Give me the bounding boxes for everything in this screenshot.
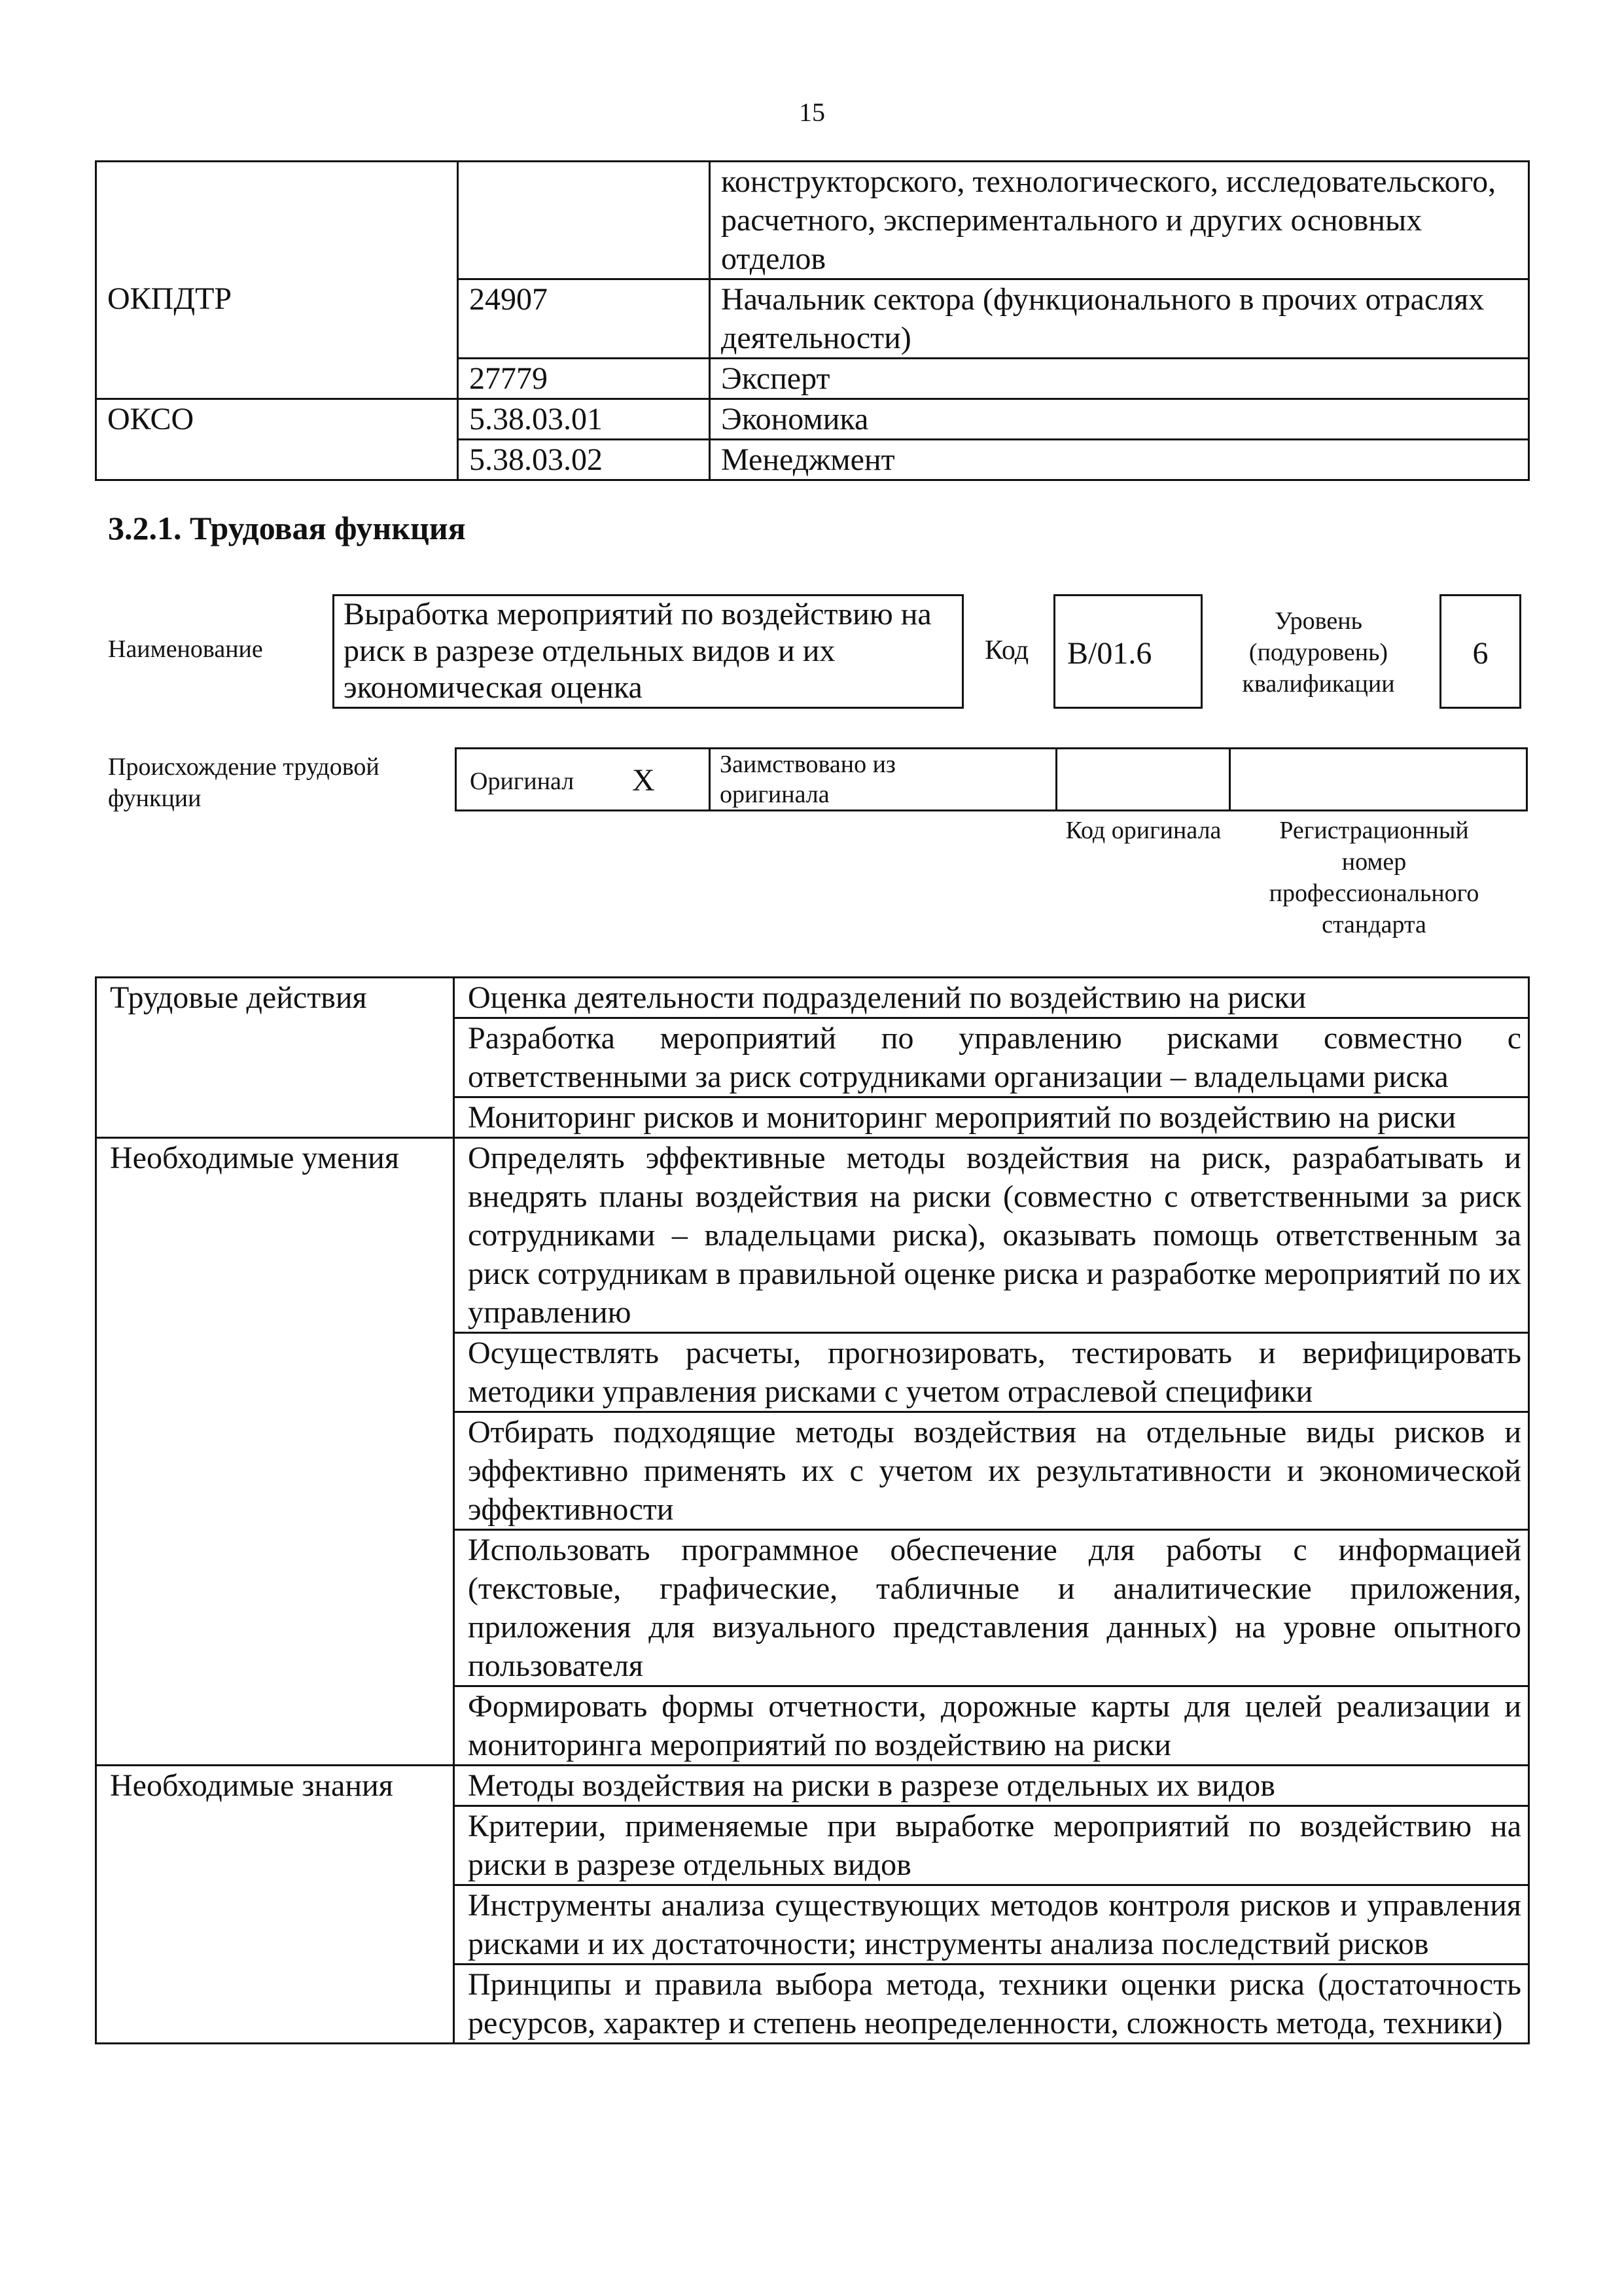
name-label: Наименование <box>108 635 263 663</box>
qualification-level: 6 <box>1472 636 1489 671</box>
page-number: 15 <box>799 98 825 127</box>
borrowed-label: Заимствовано из оригинала <box>720 751 896 808</box>
table-cell: Начальник сектора (функционального в прочих отраслях деятельности) <box>710 279 1529 359</box>
function-code: B/01.6 <box>1067 636 1152 671</box>
table-cell: Эксперт <box>710 359 1529 399</box>
list-item: Осуществлять расчеты, прогнозировать, тестировать и верифицировать методики управления рисками с учетом отраслевой специфики <box>454 1333 1529 1412</box>
table-cell: конструкторского, технологического, исследовательского, расчетного, экспериментального и других основных отделов <box>710 162 1529 279</box>
group-label: Необходимые умения <box>96 1138 454 1766</box>
list-item: Критерии, применяемые при выработке мероприятий по воздействию на риски в разрезе отдельных видов <box>454 1806 1529 1885</box>
list-item: Методы воздействия на риски в разрезе отдельных их видов <box>454 1766 1529 1806</box>
origin-divider <box>709 749 711 809</box>
code-label: Код <box>985 635 1029 666</box>
classifier-table <box>95 160 1530 481</box>
table-cell: 27779 <box>458 359 710 399</box>
table-row <box>96 978 1529 1018</box>
function-name-box <box>332 594 964 709</box>
list-item: Определять эффективные методы воздействия на риск, разрабатывать и внедрять планы воздействия на риски (совместно с ответственными за риск сотрудниками – владельцами риска), оказывать помощь ответственным за риск сотрудникам в правильной оценке риска и разработке мероприятий по их управлению <box>454 1138 1529 1333</box>
table-cell: Менеджмент <box>710 440 1529 480</box>
group-label: Трудовые действия <box>96 978 454 1138</box>
qualification-level-label: Уровень (подуровень) квалификации <box>1242 607 1395 698</box>
origin-label: Происхождение трудовой функции <box>108 753 380 812</box>
table-cell: 24907 <box>458 279 710 359</box>
origin-grid <box>455 747 1528 811</box>
list-item: Использовать программное обеспечение для работы с информацией (текстовые, графические, табличные и аналитические приложения, приложения для визуального представления данных) на уровне опытного пользователя <box>454 1530 1529 1686</box>
table-cell <box>96 359 458 399</box>
original-mark: X <box>632 763 655 798</box>
origin-divider <box>1229 749 1231 809</box>
function-name: Выработка мероприятий по воздействию на риск в разрезе отдельных видов и их экономическая оценка <box>344 597 932 705</box>
section-title: 3.2.1. Трудовая функция <box>108 510 466 546</box>
table-cell: 5.38.03.02 <box>458 440 710 480</box>
labor-function-table <box>95 976 1530 2044</box>
list-item: Инструменты анализа существующих методов контроля рисков и управления рисками и их достаточности; инструменты анализа последствий рисков <box>454 1885 1529 1965</box>
list-item: Мониторинг рисков и мониторинг мероприятий по воздействию на риски <box>454 1097 1529 1138</box>
original-label: Оригинал <box>470 768 574 795</box>
table-cell <box>458 162 710 279</box>
list-item: Отбирать подходящие методы воздействия на отдельные виды рисков и эффективно применять их с учетом их результативности и экономической эффективности <box>454 1412 1529 1530</box>
table-cell: 5.38.03.01 <box>458 399 710 440</box>
table-cell: ОКПДТР <box>96 279 458 359</box>
qualification-level-box <box>1439 594 1521 709</box>
table-row <box>96 1138 1529 1333</box>
table-cell: ОКСО <box>96 399 458 440</box>
code-caption: Код оригинала <box>1065 817 1222 844</box>
table-row <box>96 1766 1529 1806</box>
reg-number-caption: Регистрационный номер профессионального стандарта <box>1269 817 1479 938</box>
group-label: Необходимые знания <box>96 1766 454 2044</box>
table-cell <box>96 162 458 279</box>
function-code-box <box>1053 594 1203 709</box>
table-cell: Экономика <box>710 399 1529 440</box>
table-row <box>96 359 1529 399</box>
list-item: Оценка деятельности подразделений по воздействию на риски <box>454 978 1529 1018</box>
table-row <box>96 279 1529 359</box>
origin-divider <box>1055 749 1057 809</box>
list-item: Принципы и правила выбора метода, техники оценки риска (достаточность ресурсов, характер и степень неопределенности, сложность метода, техники) <box>454 1965 1529 2044</box>
table-cell <box>96 440 458 480</box>
table-row <box>96 399 1529 440</box>
table-row <box>96 162 1529 279</box>
table-row <box>96 440 1529 480</box>
list-item: Формировать формы отчетности, дорожные карты для целей реализации и мониторинга мероприятий по воздействию на риски <box>454 1686 1529 1766</box>
list-item: Разработка мероприятий по управлению рисками совместно с ответственными за риск сотрудниками организации – владельцами риска <box>454 1018 1529 1097</box>
